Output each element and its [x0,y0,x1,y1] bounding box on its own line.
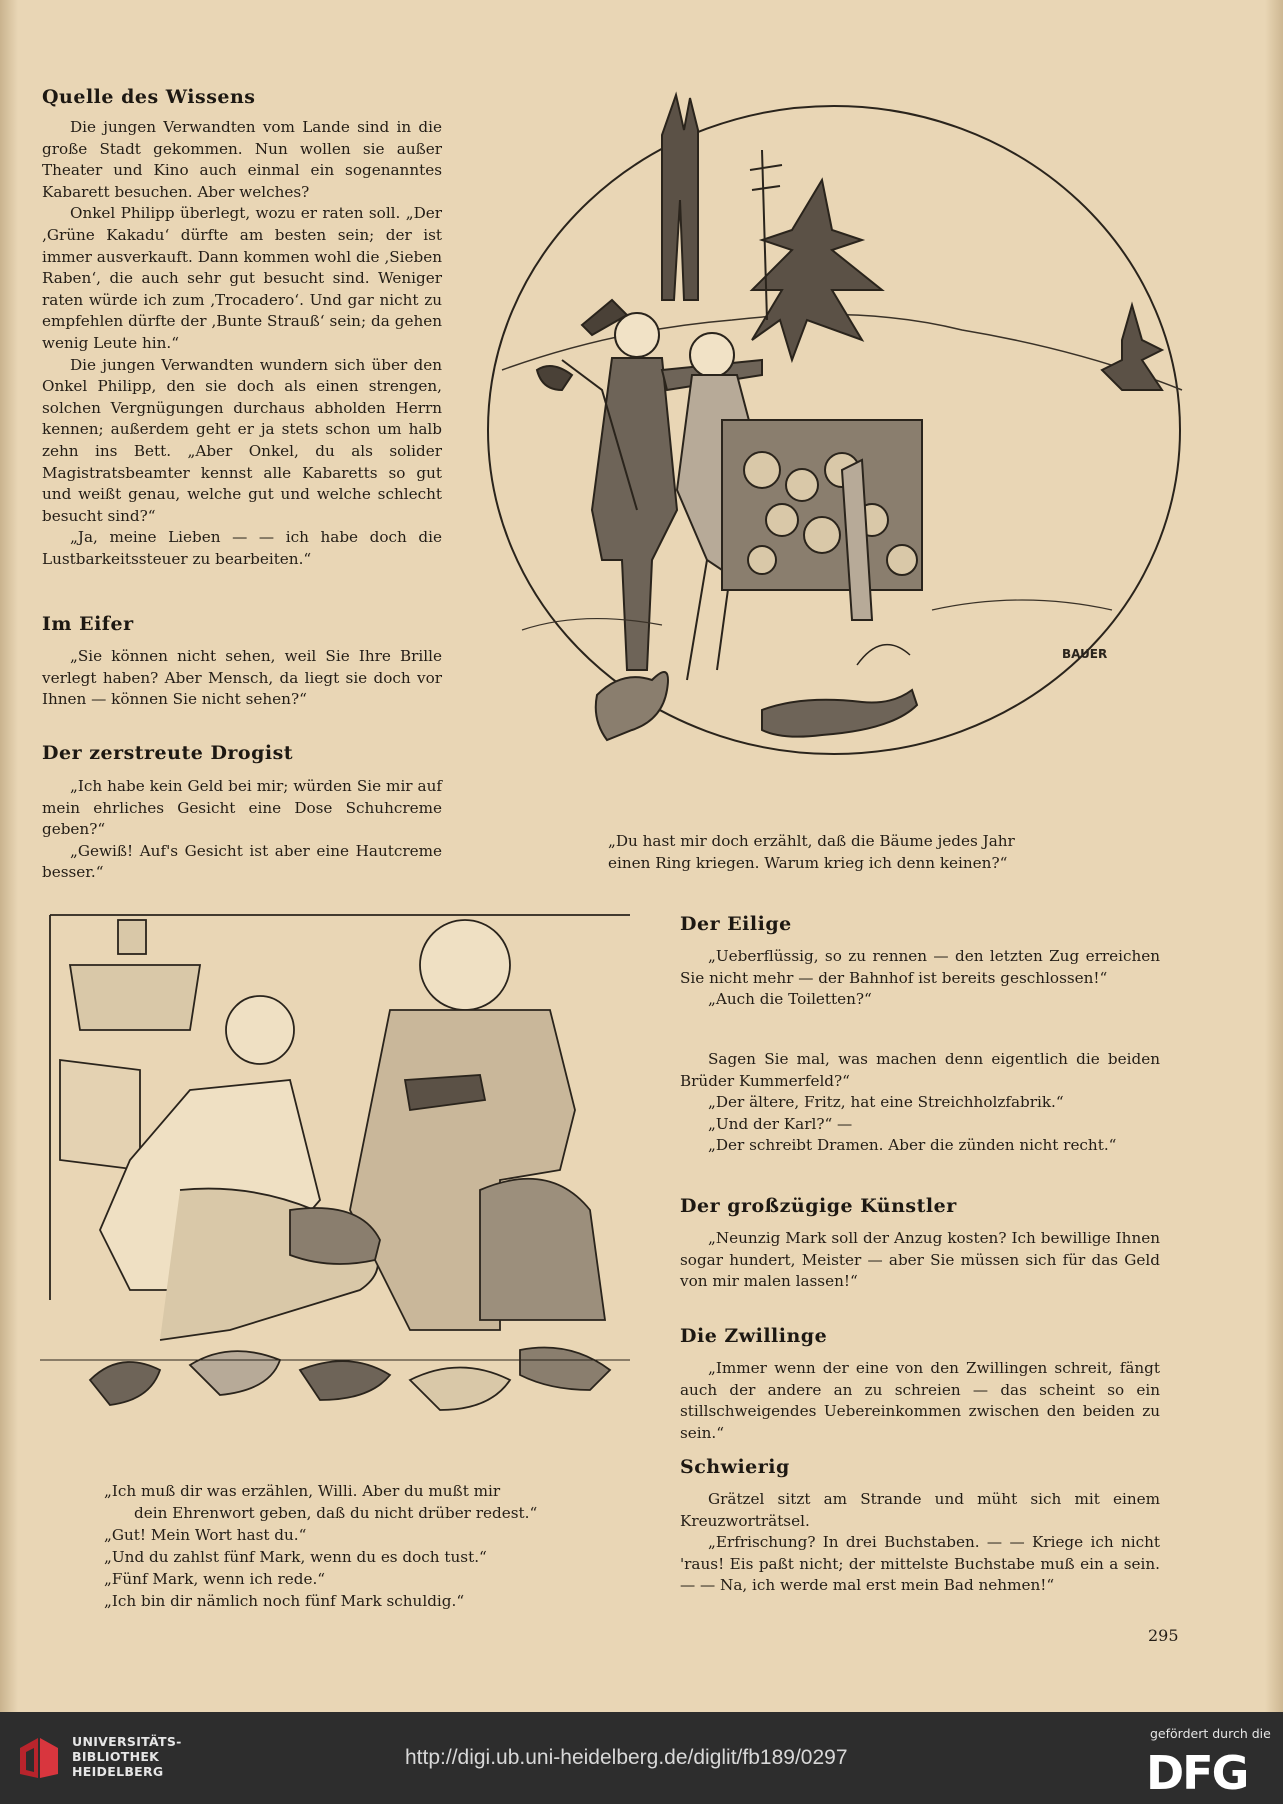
heading-der-zerstreute-drogist: Der zerstreute Drogist [42,742,294,764]
paragraph: Onkel Philipp überlegt, wozu er raten soll. „Der ‚Grüne Kakadu‘ dürfte am besten sein; der ist immer ausverkauft. Dann kommen wohl die ‚Sieben Raben‘, die auch sehr gut besucht sind. Weniger raten würde ich zum ‚Trocadero‘. Und gar nicht zu empfehlen dürfte der ‚Bunte Strauß‘ sein; da gehen wenig Leute hin.“ [42,204,442,352]
paragraph: „Auch die Toiletten?“ [708,990,872,1009]
paragraph: „Sie können nicht sehen, weil Sie Ihre Brille verlegt haben? Aber Mensch, da liegt sie doch vor Ihnen — können Sie nicht sehen?“ [42,647,442,709]
article-der-eilige [680,946,1160,1011]
caption-top [608,830,1015,874]
caption-line: einen Ring kriegen. Warum krieg ich denn keinen?“ [608,854,1008,872]
article-die-zwillinge [680,1358,1160,1444]
paragraph: „Ja, meine Lieben — — ich habe doch die Lustbarkeitssteuer zu bearbeiten.“ [42,528,442,568]
caption-line: „Ich bin dir nämlich noch fünf Mark schuldig.“ [104,1592,465,1610]
paragraph: „Und der Karl?“ — [708,1114,853,1133]
heading-die-zwillinge: Die Zwillinge [680,1325,828,1347]
page-left-edge [0,0,18,1712]
illustration-shoemaker [30,910,670,1450]
paragraph: „Ich habe kein Geld bei mir; würden Sie mir auf mein ehrliches Gesicht eine Dose Schuhcreme geben?“ [42,777,442,839]
paragraph: „Erfrischung? In drei Buchstaben. — — Kriege ich nicht 'raus! Eis paßt nicht; der mittelste Buchstabe muß ein a sein. — — Na, ich werde mal erst mein Bad nehmen!“ [680,1533,1160,1595]
illustration-forest-couple [462,90,1262,830]
caption-line: „Gut! Mein Wort hast du.“ [104,1526,307,1544]
paragraph: Die jungen Verwandten vom Lande sind in die große Stadt gekommen. Nun wollen sie außer Theater und Kino auch einmal ein sogenanntes Kabarett besuchen. Aber welches? [42,118,442,201]
library-name-line: HEIDELBERG [72,1764,164,1779]
caption-bottom [104,1480,537,1612]
viewer-footer [0,1712,1283,1804]
paragraph: „Neunzig Mark soll der Anzug kosten? Ich bewillige Ihnen sogar hundert, Meister — aber Sie müssen sich für das Geld von mir malen lassen!“ [680,1229,1160,1291]
paragraph: „Gewiß! Auf's Gesicht ist aber eine Hautcreme besser.“ [42,841,442,882]
article-der-zerstreute-drogist [42,776,442,884]
paragraph: Sagen Sie mal, was machen denn eigentlich die beiden Brüder Kummerfeld?“ [680,1050,1160,1090]
caption-line: dein Ehrenwort geben, daß du nicht drüber redest.“ [134,1504,538,1522]
library-name [72,1734,182,1779]
paragraph: „Ueberflüssig, so zu rennen — den letzten Zug erreichen Sie nicht mehr — der Bahnhof ist bereits geschlossen!“ [680,947,1160,987]
heading-schwierig: Schwierig [680,1456,790,1478]
illustration-signature: BAUER [1062,647,1108,661]
caption-line: „Und du zahlst fünf Mark, wenn du es doch tust.“ [104,1548,487,1566]
permalink-url[interactable]: http://digi.ub.uni-heidelberg.de/diglit/fb189/0297 [405,1746,848,1769]
heading-der-grosszuegige-kuenstler: Der großzügige Künstler [680,1195,957,1217]
paragraph: Grätzel sitzt am Strande und müht sich mit einem Kreuzworträtsel. [680,1490,1160,1530]
heading-der-eilige: Der Eilige [680,913,792,935]
article-schwierig [680,1489,1160,1597]
sponsor-text: gefördert durch die [1150,1726,1271,1741]
article-der-grosszuegige-kuenstler [680,1228,1160,1293]
heading-im-eifer: Im Eifer [42,613,134,635]
page-right-edge [1265,0,1283,1712]
paragraph: „Der ältere, Fritz, hat eine Streichholzfabrik.“ [708,1093,1064,1112]
heading-quelle-des-wissens: Quelle des Wissens [42,86,256,108]
caption-line: „Du hast mir doch erzählt, daß die Bäume jedes Jahr [608,832,1015,850]
page-number: 295 [1148,1626,1179,1645]
library-name-line: UNIVERSITÄTS- [72,1734,182,1749]
paragraph: Die jungen Verwandten wundern sich über den Onkel Philipp, den sie doch als einen strengen, solchen Vergnügungen durchaus abholden Herrn kennen; außerdem geht er ja stets schon um halb zehn ins Bett. „Aber Onkel, du als solider Magistratsbeamter kennst alle Kabaretts so gut und weißt genau, welche gut und welche schlecht besucht sind?“ [42,355,442,525]
article-quelle-des-wissens [42,117,442,570]
caption-line: „Ich muß dir was erzählen, Willi. Aber du mußt mir [104,1482,501,1500]
library-name-line: BIBLIOTHEK [72,1749,160,1764]
paragraph: „Der schreibt Dramen. Aber die zünden nicht recht.“ [708,1136,1117,1155]
caption-line: „Fünf Mark, wenn ich rede.“ [104,1570,326,1588]
university-library-logo-icon[interactable] [18,1734,60,1782]
article-brueder-kummerfeld [680,1049,1160,1157]
article-im-eifer [42,646,442,711]
paragraph: „Immer wenn der eine von den Zwillingen schreit, fängt auch der andere an zu schreien — das scheint so ein stillschweigendes Uebereinkommen zwischen den beiden zu sein.“ [680,1359,1160,1442]
dfg-logo[interactable]: DFG [1146,1746,1248,1800]
